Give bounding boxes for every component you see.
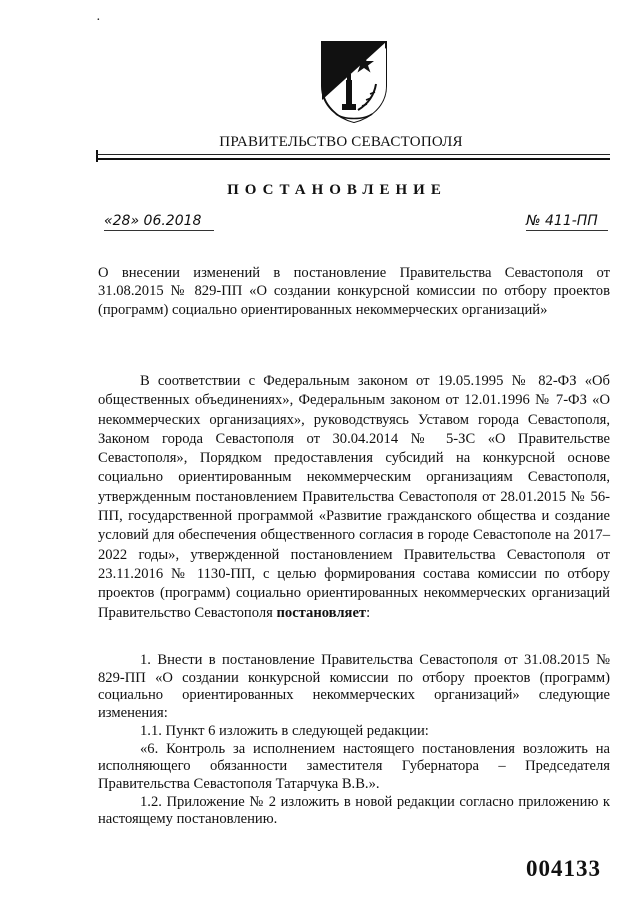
number-underline [526,230,608,231]
date-underline [104,230,214,231]
government-title-text: ПРАВИТЕЛЬСТВО СЕВАСТОПОЛЯ [219,134,463,150]
preamble-paragraph [98,372,610,623]
header-rule-tick [96,150,98,162]
item-1-2: 1.2. Приложение № 2 изложить в новой редакции согласно приложению к настоящему постановлению. [98,793,610,828]
government-title [0,134,634,151]
item-1: 1. Внести в постановление Правительства Севастополя от 31.08.2015 № 829-ПП «О создании конкурсной комиссии по отбору проектов (программ) социально ориентированных некоммерческих организаций» следующие изменения: [98,652,610,722]
document-type: ПОСТАНОВЛЕНИЕ [227,182,447,198]
header-rule-thin [96,154,610,155]
serial-number: 004133 [526,856,601,881]
preamble-text: В соответствии с Федеральным законом от 19.05.1995 № 82-ФЗ «Об общественных объединениях», Федеральным законом от 12.01.1996 № 7-ФЗ «О некоммерческих организациях», руководствуясь Уставом города Севастополя, Законом города Севастополя от 30.04.2014 № 5-ЗС «О Правительстве Севастополя», Порядком предоставления субсидий на конкурсной основе социально ориентированным некоммерческим организациям Севастополя, утвержденным постановлением Правительства Севастополя от 28.01.2015 № 56-ПП, государственной программой «Развитие гражданского общества и создание условий для обеспечения общественного согласия в городе Севастополе на 2017–2022 годы», утвержденной постановлением Правительства Севастополя от 23.11.2016 № 1130-ПП, с целью формирования состава комиссии по отбору проектов (программ) социально ориентированных некоммерческих организаций Правительство Севастополя [98,373,610,621]
item-1-1-text: «6. Контроль за исполнением настоящего постановления возложить на исполняющего обязанности заместителя Губернатора – Председателя Правительства Севастополя Татарчука В.В.». [98,740,610,792]
scan-speck: · [96,13,101,28]
header-rule-thick [96,158,610,160]
preamble-resolves: постановляет [276,604,367,621]
sevastopol-coat-of-arms-icon [318,40,390,124]
item-1-1: 1.1. Пункт 6 изложить в следующей редакции: [140,722,429,739]
document-subject: О внесении изменений в постановление Правительства Севастополя от 31.08.2015 № 829-ПП «О создании конкурсной комиссии по отбору проектов (программ) социально ориентированных некоммерческих организаций» [98,265,610,318]
resolution-items [98,652,610,829]
document-number: № 411-ПП [526,213,598,229]
preamble-colon: : [366,604,371,621]
document-date: «28» 06.2018 [104,213,202,229]
